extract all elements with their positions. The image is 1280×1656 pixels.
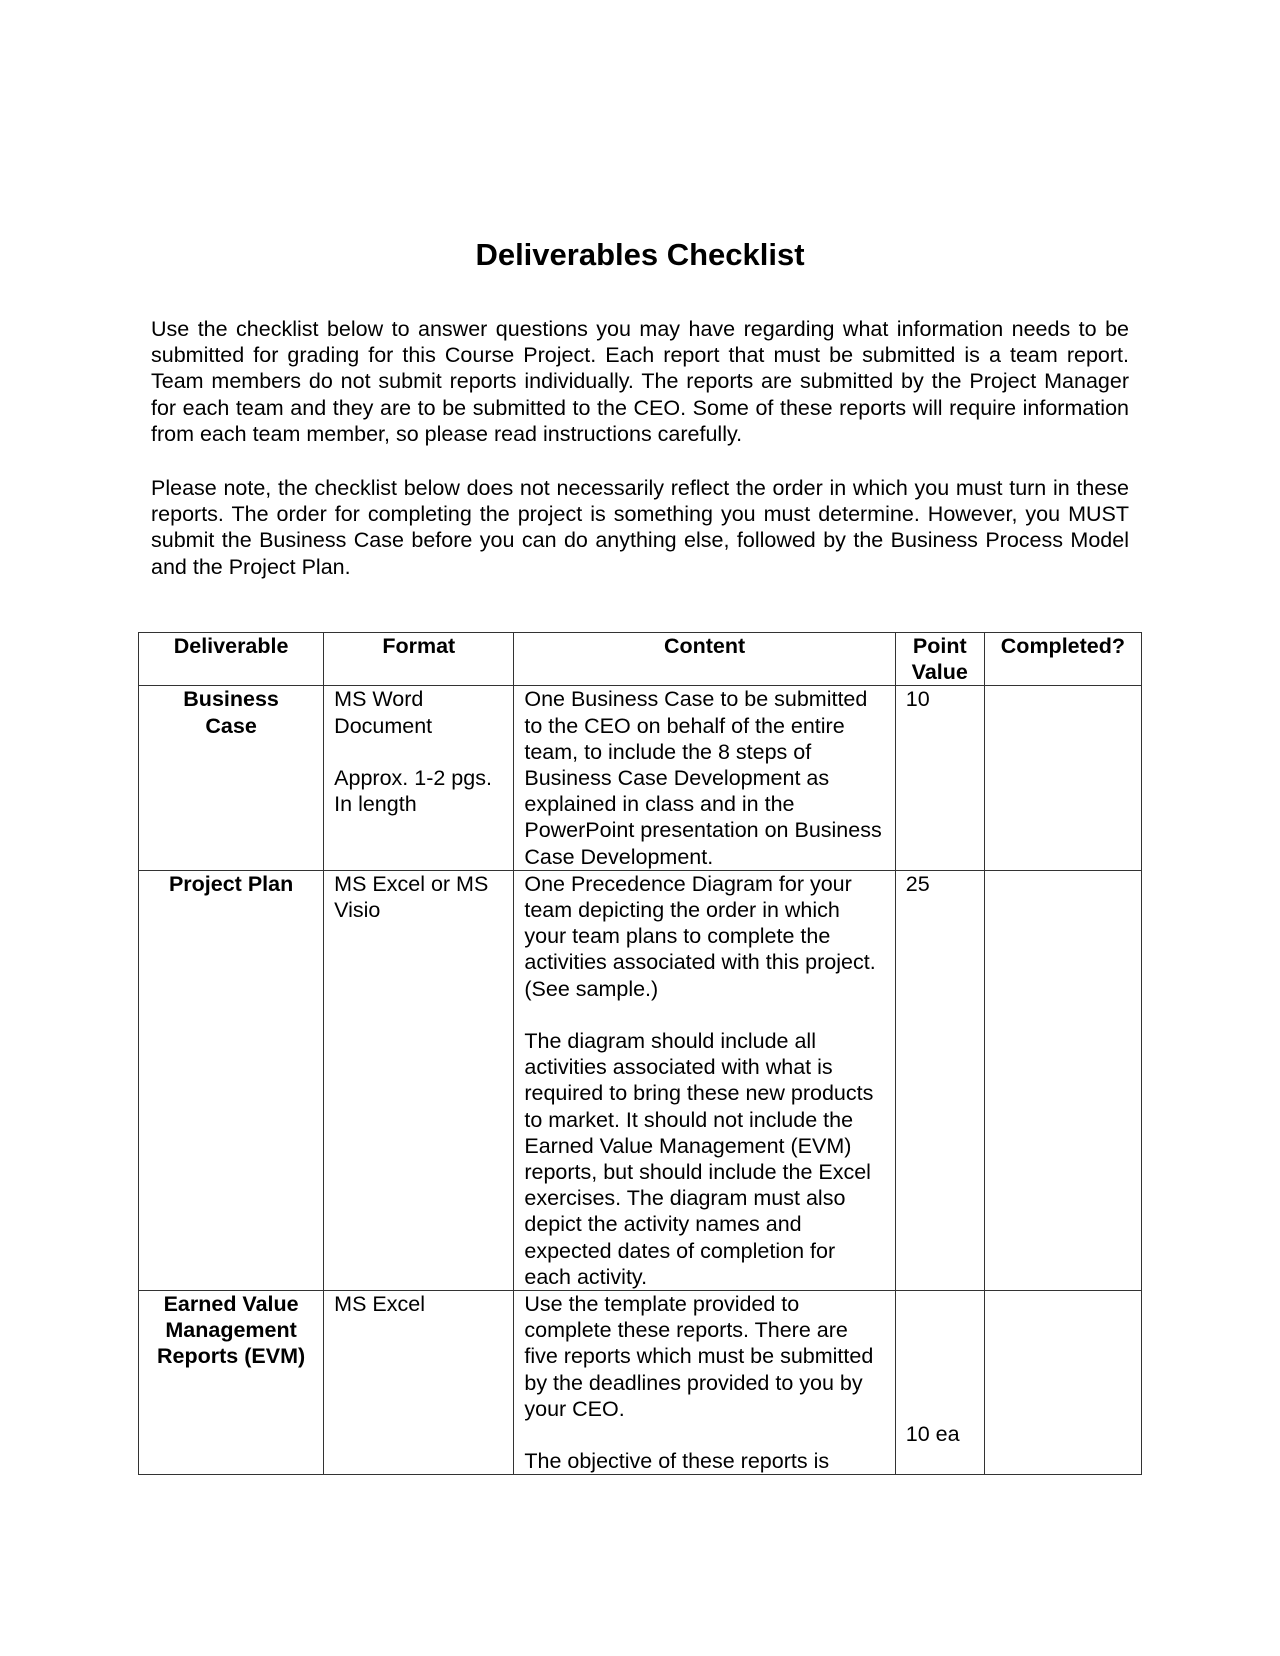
deliverable-name-line1: Business — [183, 687, 279, 712]
content-gap — [524, 1422, 884, 1448]
deliverable-cell — [139, 686, 324, 870]
content-gap — [524, 1002, 884, 1028]
table-header-row — [139, 633, 1142, 686]
table-row-evm — [139, 1291, 1142, 1475]
content-text-2: The objective of these reports is — [524, 1449, 830, 1474]
points-cell: 10 ea — [895, 1291, 984, 1475]
content-text: One Precedence Diagram for your team depicting the order in which your team plans to complete the activities associated with this project. (See sample.) — [524, 871, 876, 1001]
content-text-2: The diagram should include all activities associated with what is required to bring these new products to market. It should not include the Earned Value Management (EVM) reports, but should include the Excel exercises. The diagram must also depict the activity names and expected dates of completion for each activity. — [524, 1029, 874, 1289]
deliverable-name-line1: Earned Value Management Reports (EVM) — [157, 1292, 306, 1369]
header-deliverable: Deliverable — [139, 633, 324, 686]
format-cell — [324, 870, 514, 1290]
content-text: One Business Case to be submitted to the CEO on behalf of the entire team, to include the 8 steps of Business Case Development as explained in class and in the PowerPoint presentation on Business Case Development. — [524, 687, 882, 869]
deliverable-name-line1: Project Plan — [168, 871, 294, 896]
page-title: Deliverables Checklist — [475, 237, 805, 272]
completed-cell[interactable] — [984, 686, 1141, 870]
intro-paragraph: Use the checklist below to answer questions you may have regarding what information needs to be submitted for grading for this Course Project. Each report that must be submitted is a team report. Team members do not submit reports individually. The reports are submitted by the Project Manager for each team and they are to be submitted to the CEO. Some of these reports will require information from each team member, so please read instructions carefully. — [151, 317, 1129, 446]
header-content: Content — [514, 633, 895, 686]
format-length-text: Approx. 1-2 pgs. In length — [334, 766, 492, 817]
note-paragraph: Please note, the checklist below does not necessarily reflect the order in which you must turn in these reports. The order for completing the project is something you must determine. However, you MUST submit the Business Case before you can do anything else, followed by the Business Process Model and the Project Plan. — [151, 476, 1129, 579]
table-row-project-plan — [139, 870, 1142, 1290]
format-cell — [324, 686, 514, 870]
format-gap — [334, 739, 503, 765]
completed-cell[interactable] — [984, 870, 1141, 1290]
format-cell — [324, 1291, 514, 1475]
points-cell: 25 — [895, 870, 984, 1290]
content-text: Use the template provided to complete these reports. There are five reports which must be submitted by the deadlines provided to you by your CEO. — [524, 1292, 874, 1421]
format-text: MS Excel or MS Visio — [334, 871, 489, 923]
deliverable-cell — [139, 1291, 324, 1475]
content-cell — [514, 870, 895, 1290]
header-completed: Completed? — [984, 633, 1141, 686]
content-cell — [514, 1291, 895, 1475]
header-point-value-line2: Value — [911, 660, 968, 685]
deliverable-name-line2: Case — [205, 713, 257, 738]
format-text: MS Excel — [334, 1292, 425, 1317]
header-point-value-line1: Point — [912, 634, 967, 658]
header-format: Format — [324, 633, 514, 686]
deliverables-table — [138, 632, 1142, 1475]
points-cell: 10 — [895, 686, 984, 870]
deliverable-cell — [139, 870, 324, 1290]
format-text: MS Word Document — [334, 687, 433, 738]
content-cell — [514, 686, 895, 870]
completed-cell[interactable] — [984, 1291, 1141, 1475]
table-row-business-case — [139, 686, 1142, 870]
header-point-value — [895, 633, 984, 686]
